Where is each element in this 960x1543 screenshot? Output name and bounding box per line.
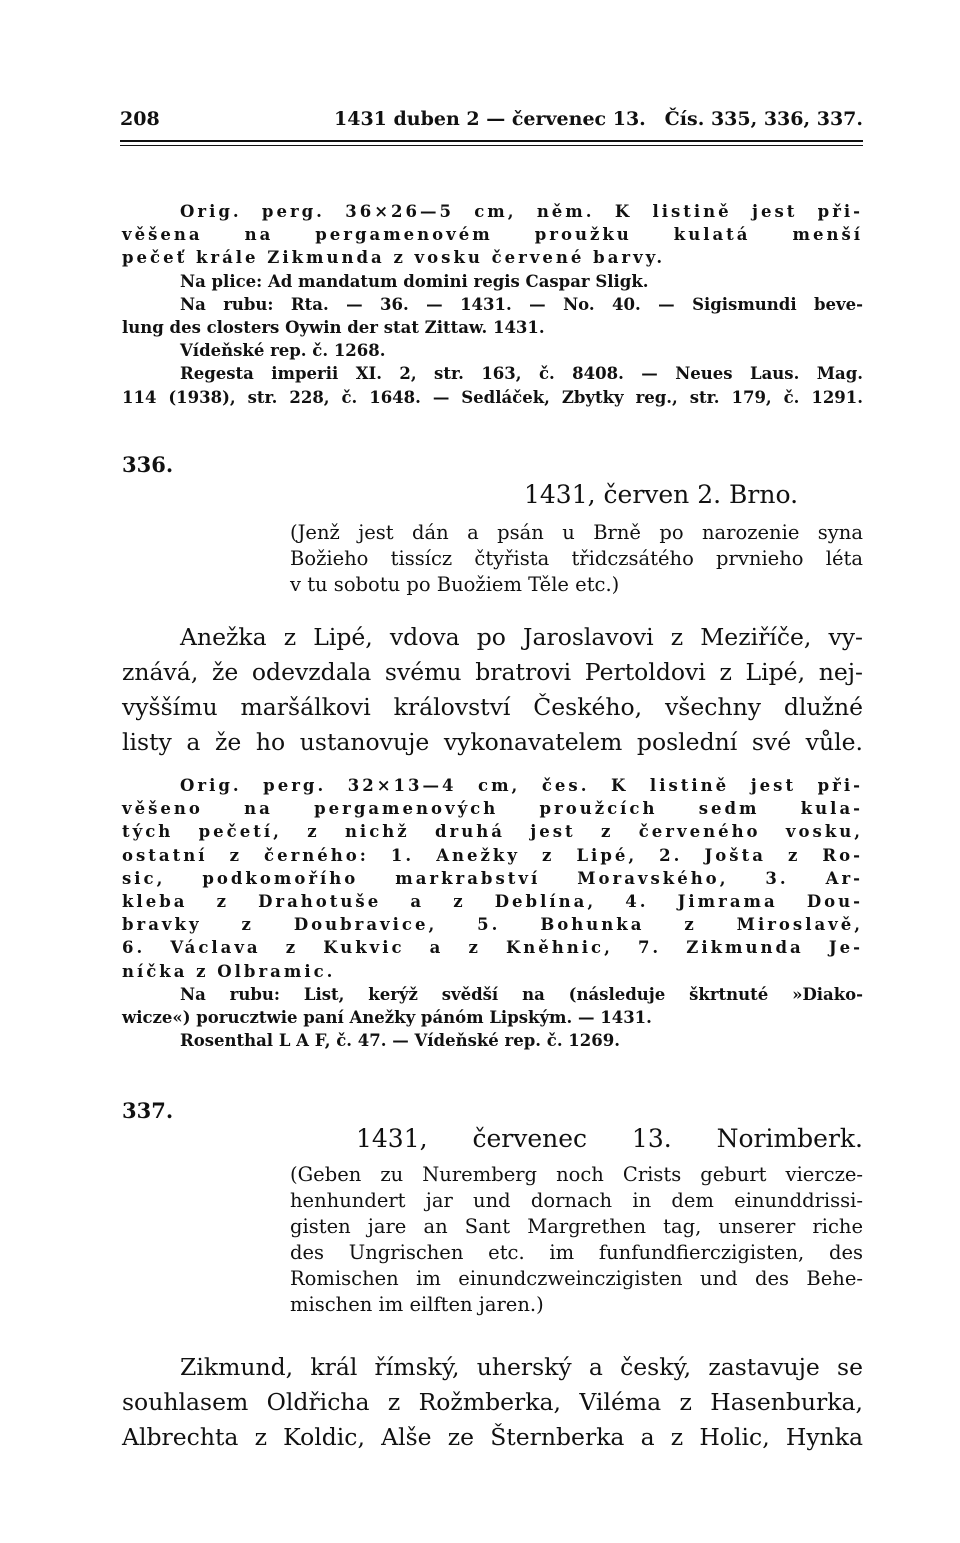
note-line: bravky z Doubravice, 5. Bohunka z Miroslavě, xyxy=(122,915,863,935)
note-line: Na rubu: List, kerýž svědší na (následuje škrtnuté »Diako- xyxy=(180,984,863,1004)
note-line: níčka z Olbramic. xyxy=(122,961,336,981)
header-rule-bottom xyxy=(120,145,863,146)
quote-line: Božieho tissícz čtyřista třidczsátého prvnieho léta xyxy=(290,547,863,570)
doc336-number: 336. xyxy=(122,452,174,477)
note-line: věšeno na pergamenových proužcích sedm kula- xyxy=(122,799,863,819)
summary-line: Anežka z Lipé, vdova po Jaroslavovi z Meziříče, vy- xyxy=(180,623,863,651)
note-line: Regesta imperii XI. 2, str. 163, č. 8408. — Neues Laus. Mag. xyxy=(180,364,863,384)
doc337-dateline xyxy=(356,1124,863,1154)
quote-line: henhundert jar und dornach in dem einunddrissi- xyxy=(290,1189,863,1212)
note-line: 6. Václava z Kukvic a z Kněhnic, 7. Zikmunda Je- xyxy=(122,938,863,958)
doc336-dateline-text: 1431, červen 2. Brno. xyxy=(524,480,799,509)
note-line: sic, podkomořího markrabství Moravského, 3. Ar- xyxy=(122,868,863,888)
doc336-dateline xyxy=(524,480,798,510)
note-line: 114 (1938), str. 228, č. 1648. — Sedláček, Zbytky reg., str. 179, č. 1291. xyxy=(122,387,863,407)
note-line: Orig. perg. 36×26—5 cm, něm. K listině jest při- xyxy=(180,202,863,221)
quote-line: Romischen im einundczweinczigisten und des Behe- xyxy=(290,1267,863,1290)
note-line: wicze«) porucztwie paní Anežky pánóm Lipským. — 1431. xyxy=(122,1008,652,1028)
doc336-notes xyxy=(122,774,863,1052)
doc337-number: 337. xyxy=(122,1098,174,1123)
doc336-quote xyxy=(290,520,863,598)
doc337-summary xyxy=(122,1350,863,1455)
quote-line: (Jenž jest dán a psán u Brně po narozenie syna xyxy=(290,521,863,544)
note-line: tých pečetí, z nichž druhá jest z červeného vosku, xyxy=(122,822,863,842)
doc337-quote xyxy=(290,1162,863,1318)
quote-line: gisten jare an Sant Margrethen tag, unserer riche xyxy=(290,1215,863,1238)
page-number: 208 xyxy=(120,108,160,130)
header-rule-top xyxy=(120,140,863,142)
doc336-summary xyxy=(122,620,863,760)
quote-line: v tu sobotu po Buožiem Těle etc.) xyxy=(290,573,620,596)
summary-line: listy a že ho ustanovuje vykonavatelem poslední své vůle. xyxy=(122,728,863,756)
quote-line: des Ungrischen etc. im funfundfierczigisten, des xyxy=(290,1241,863,1264)
doc335-notes xyxy=(122,200,863,409)
quote-line: (Geben zu Nuremberg noch Crists geburt vierczе- xyxy=(290,1163,863,1186)
summary-line: Albrechta z Koldic, Alše ze Šternberka a z Holic, Hynka xyxy=(122,1423,863,1451)
note-line: Na rubu: Rta. — 36. — 1431. — No. 40. — Sigismundi beve- xyxy=(180,294,863,314)
note-line: Orig. perg. 32×13—4 cm, čes. K listině jest při- xyxy=(180,776,863,795)
header-entry-numbers: Čís. 335, 336, 337. xyxy=(664,108,863,130)
summary-line: znává, že odevzdala svému bratrovi Pertoldovi z Lipé, nej- xyxy=(122,658,863,686)
note-line: věšena na pergamenovém proužku kulatá menší xyxy=(122,225,863,245)
note-line: Rosenthal L A F, č. 47. — Vídeňské rep. č. 1269. xyxy=(180,1031,620,1051)
quote-line: mischen im eilften jaren.) xyxy=(290,1293,544,1316)
header-date-range: 1431 duben 2 — červenec 13. xyxy=(334,108,646,130)
note-line: ostatní z černého: 1. Anežky z Lipé, 2. Jošta z Ro- xyxy=(122,845,863,865)
note-line: lung des closters Oywin der stat Zittaw. 1431. xyxy=(122,318,545,338)
note-line: Vídeňské rep. č. 1268. xyxy=(180,341,386,361)
note-line: kleba z Drahotuše a z Deblína, 4. Jimrama Dou- xyxy=(122,892,863,912)
summary-line: Zikmund, král římský, uherský a český, zastavuje se xyxy=(180,1353,863,1381)
note-line: Na plice: Ad mandatum domini regis Caspar Sligk. xyxy=(180,271,649,291)
summary-line: souhlasem Oldřicha z Rožmberka, Viléma z Hasenburka, xyxy=(122,1388,863,1416)
summary-line: vyššímu maršálkovi království Českého, všechny dlužné xyxy=(122,693,863,721)
note-line: pečeť krále Zikmunda z vosku červené barvy. xyxy=(122,248,666,268)
doc337-dateline-text: 1431, červenec 13. Norimberk. xyxy=(356,1124,863,1153)
